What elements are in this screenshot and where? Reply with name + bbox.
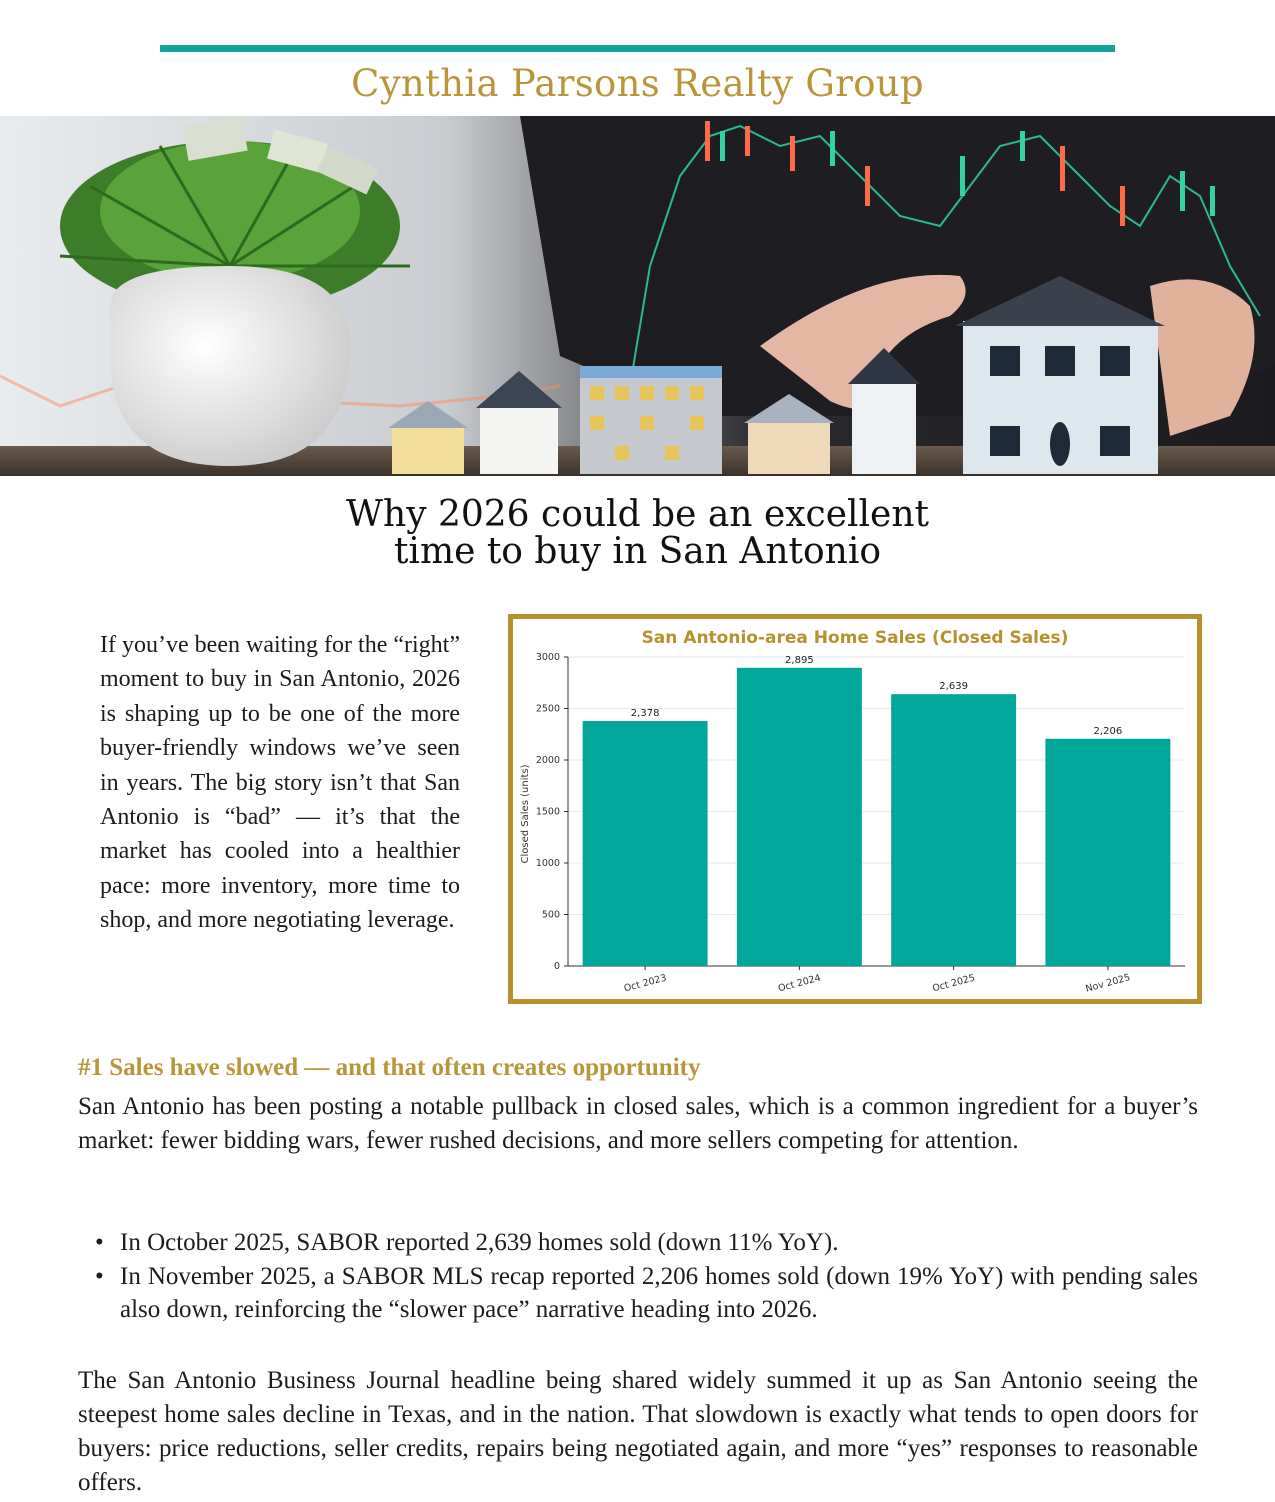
headline-line-2: time to buy in San Antonio [393,531,882,572]
chart-bar [583,721,708,966]
chart-bar [891,694,1016,966]
x-tick-label: Oct 2024 [777,972,822,995]
bullet-list [78,1226,1198,1327]
y-tick-label: 0 [553,961,560,972]
brand-name: Cynthia Parsons Realty Group [351,62,924,105]
section-1-paragraph: San Antonio has been posting a notable pullback in closed sales, which is a common ingredient for a buyer’s market: fewer bidding wars, fewer rushed decisions, and more sellers competing for attention. [78,1093,1198,1154]
section-1-heading: #1 Sales have slowed — and that often creates opportunity [78,1054,701,1081]
headline-line-1: Why 2026 could be an excellent [346,494,929,535]
y-tick-label: 2500 [535,703,560,715]
bullet-marker: • [95,1229,104,1256]
bullet-text: In October 2025, SABOR reported 2,639 homes sold (down 11% YoY). [120,1229,839,1256]
x-tick-label: Oct 2023 [622,972,668,995]
chart-bar [1045,739,1170,966]
chart-title: San Antonio-area Home Sales (Closed Sales) [641,628,1069,648]
x-tick-label: Nov 2025 [1084,972,1132,995]
x-tick-label: Oct 2025 [931,972,977,995]
y-tick-label: 1000 [535,858,560,869]
bar-data-label: 2,378 [630,708,660,720]
list-item [78,1226,1198,1260]
closed-sales-chart-svg [513,619,1197,999]
intro-paragraph: If you’ve been waiting for the “right” moment to buy in San Antonio, 2026 is shaping up to be one of the more buyer-friendly windows we’ve seen in years. The big story isn’t that San Antonio is “bad” — it’s that the market has cooled into a healthier pace: more inventory, more time to shop, and more negotiating leverage. [100,632,460,934]
y-tick-label: 1500 [535,806,560,818]
hero-image [0,116,1275,476]
bar-data-label: 2,639 [939,681,968,693]
bar-data-label: 2,206 [1093,725,1123,737]
bullet-text: In November 2025, a SABOR MLS recap reported 2,206 homes sold (down 19% YoY) with pending sales also down, reinforcing the “slower pace” narrative heading into 2026. [120,1262,1198,1323]
closed-sales-chart [508,614,1202,1004]
y-tick-label: 2000 [535,755,560,766]
bar-data-label: 2,895 [785,654,814,666]
list-item [78,1260,1198,1327]
article-headline [0,496,1275,570]
y-tick-label: 500 [541,909,560,921]
chart-y-axis-label: Closed Sales (units) [520,764,531,864]
y-tick-label: 3000 [535,652,560,663]
bullet-marker: • [95,1262,104,1290]
chart-bar [737,668,862,966]
top-accent-rule [160,45,1115,52]
closing-paragraph: The San Antonio Business Journal headline being shared widely summed it up as San Antonio seeing the steepest home sales decline in Texas, and in the nation. That slowdown is exactly what tends to open doors for buyers: price reductions, seller credits, repairs being negotiated again, and more “yes” responses to reasonable offers. [78,1367,1198,1496]
